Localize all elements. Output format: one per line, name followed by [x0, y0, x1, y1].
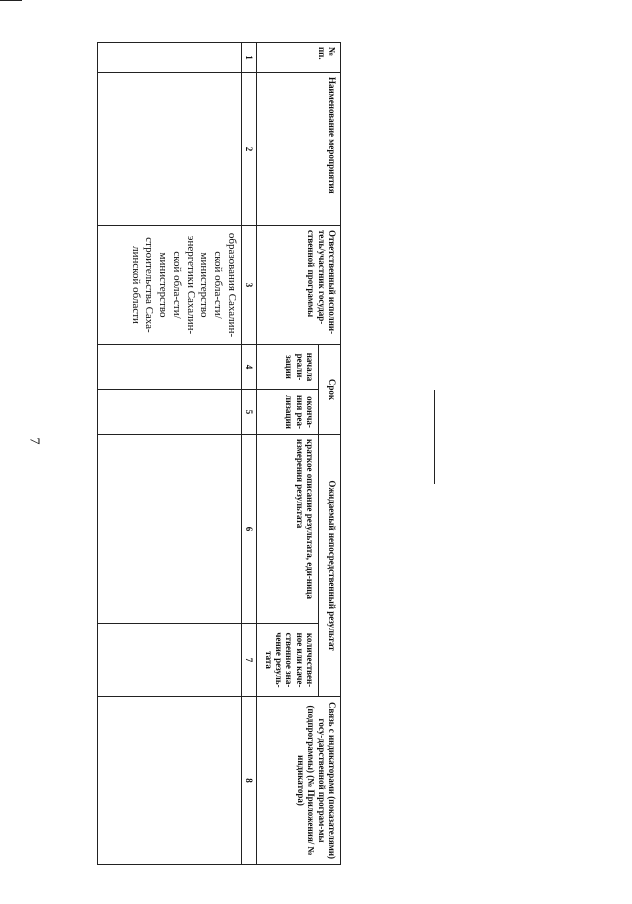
colnum-8: 8: [242, 697, 257, 865]
header-expected-value: количествен-ное или каче-ственное зна-чение резуль-тата: [257, 624, 319, 697]
colnum-7: 7: [242, 624, 257, 697]
colnum-1: 1: [242, 43, 257, 73]
row-responsible: образования Сахалин-ской обла-сти/министерство энергетики Сахалин-ской обла-сти/министерство строительства Саха-линской области: [98, 226, 242, 345]
colnum-2: 2: [242, 73, 257, 226]
row-value: [98, 624, 242, 697]
colnum-4: 4: [242, 345, 257, 390]
header-num: № пп.: [257, 43, 341, 73]
row-end: [98, 390, 242, 435]
row-desc: [98, 435, 242, 624]
header-expected: Ожидаемый непосредственный результат: [319, 435, 341, 697]
header-period-start: начала реали-зации: [257, 345, 319, 390]
header-period-end: оконча-ния реа-лизации: [257, 390, 319, 435]
header-link: Связь с индикаторами (показателями) госу-дарственной програм-мы (подпрограммы) (№ Приложения/ № индикатора): [257, 697, 341, 865]
header-expected-desc: краткое описание результата, еди-ница измерения результата: [257, 435, 319, 624]
header-period: Срок: [319, 345, 341, 435]
measures-table-wrapper: [97, 42, 341, 864]
margin-rule: [434, 390, 435, 484]
header-name: Наименование мероприятия: [257, 73, 341, 226]
row-start: [98, 345, 242, 390]
page-number: 7: [26, 437, 42, 445]
colnum-3: 3: [242, 226, 257, 345]
measures-table: [97, 42, 341, 865]
colnum-5: 5: [242, 390, 257, 435]
colnum-6: 6: [242, 435, 257, 624]
row-link: [98, 697, 242, 865]
header-responsible: Ответственный исполни-тель/участник государ-ственной программы: [257, 226, 341, 345]
rotated-table: [97, 42, 341, 864]
top-rule: [0, 0, 22, 1]
row-num: [98, 43, 242, 73]
row-name: [98, 73, 242, 226]
